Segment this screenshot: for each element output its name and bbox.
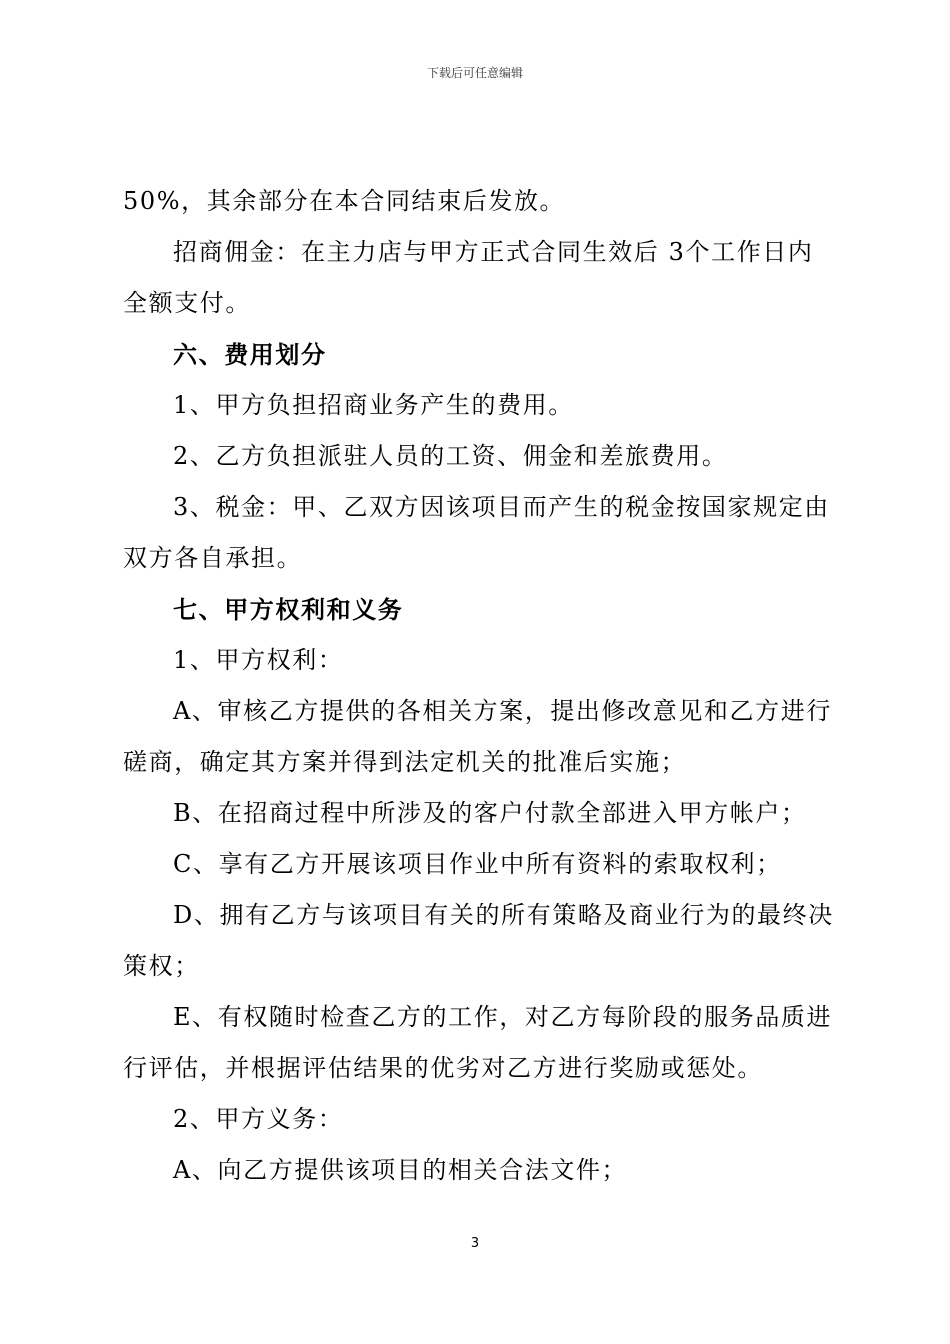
page-number: 3 [470, 1236, 480, 1251]
page-header: 下载后可任意编辑 [426, 66, 523, 80]
text-line: 3、税金：甲、乙双方因该项目而产生的税金按国家规定由 [173, 493, 830, 521]
section-heading: 六、费用划分 [173, 340, 327, 369]
text-line: E、有权随时检查乙方的工作，对乙方每阶段的服务品质进 [173, 1003, 833, 1031]
text-line: 1、甲方权利： [173, 646, 344, 674]
text-line: C、享有乙方开展该项目作业中所有资料的索取权利； [173, 850, 782, 878]
text-line: 磋商，确定其方案并得到法定机关的批准后实施； [123, 748, 687, 776]
text-line: 策权； [123, 952, 200, 980]
text-line: 2、乙方负担派驻人员的工资、佣金和差旅费用。 [173, 442, 728, 470]
text-line: B、在招商过程中所涉及的客户付款全部进入甲方帐户； [173, 799, 807, 827]
text-line: 双方各自承担。 [123, 544, 303, 572]
section-heading: 七、甲方权利和义务 [173, 595, 404, 624]
text-line: 1、甲方负担招商业务产生的费用。 [173, 391, 574, 419]
text-line: 全额支付。 [123, 289, 251, 317]
document-body [123, 176, 834, 1196]
text-line: 招商佣金：在主力店与甲方正式合同生效后 3个工作日内 [173, 238, 814, 266]
text-line: A、向乙方提供该项目的相关合法文件； [173, 1156, 628, 1184]
text-line: 2、甲方义务： [173, 1105, 344, 1133]
text-line: A、审核乙方提供的各相关方案，提出修改意见和乙方进行 [173, 697, 832, 725]
text-line: 行评估，并根据评估结果的优劣对乙方进行奖励或惩处。 [123, 1054, 763, 1082]
text-line: 50%，其余部分在本合同结束后发放。 [123, 187, 566, 215]
text-line: D、拥有乙方与该项目有关的所有策略及商业行为的最终决 [173, 901, 834, 929]
